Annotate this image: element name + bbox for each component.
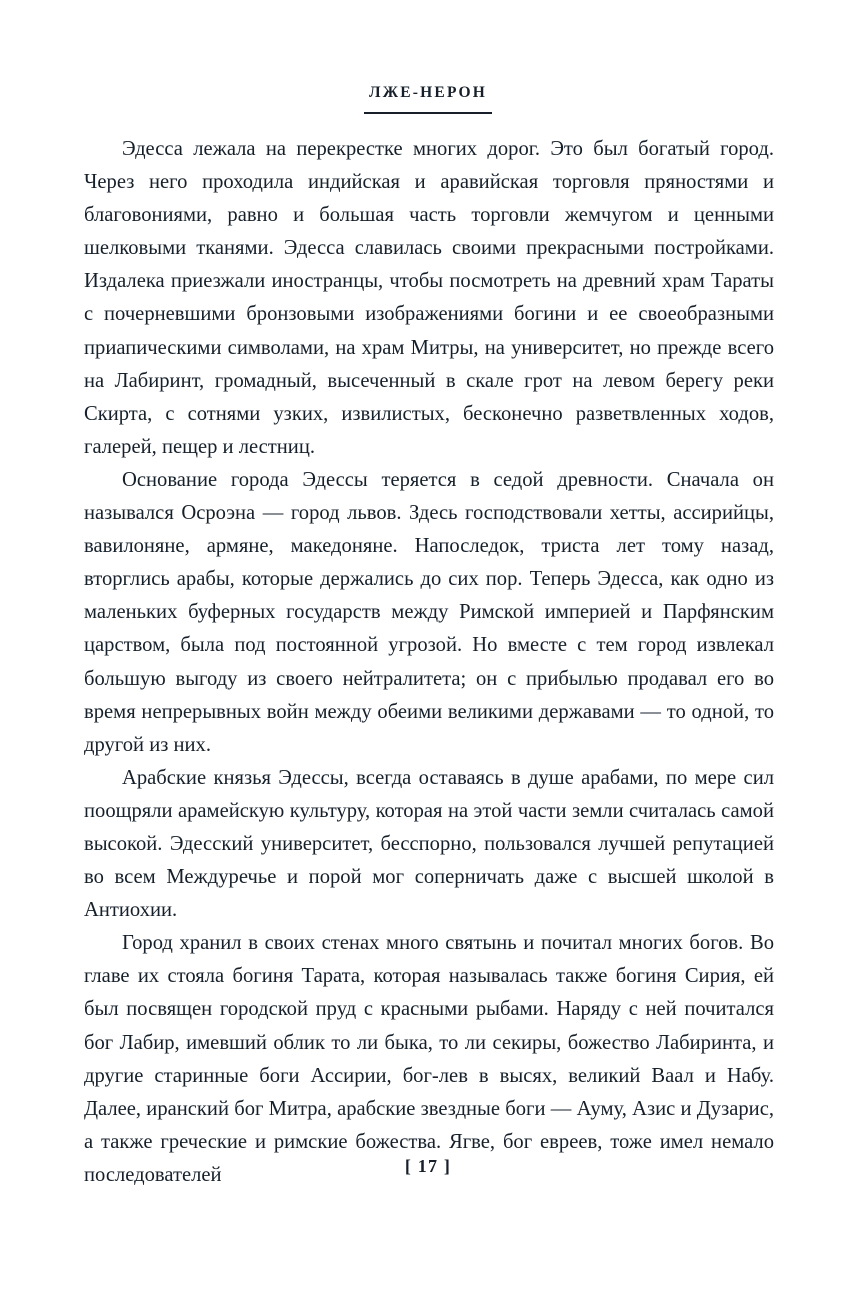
page-body xyxy=(84,133,774,1192)
running-head: ЛЖЕ-НЕРОН xyxy=(368,84,488,101)
paragraph: Эдесса лежала на перекрестке многих дорог. Это был богатый город. Через него проходила индийская и аравийская торговля пряностями и благовониями, равно и большая часть торговли жемчугом и ценными шелковыми тканями. Эдесса славилась своими прекрасными постройками. Издалека приезжали иностранцы, чтобы посмотреть на древний храм Тараты с почерневшими бронзовыми изображениями богини и ее своеобразными приапическими символами, на храм Митры, на университет, но прежде всего на Лабиринт, громадный, высеченный в скале грот на левом берегу реки Скирта, с сотнями узких, извилистых, бесконечно разветвленных ходов, галерей, пещер и лестниц. xyxy=(84,138,774,458)
paragraph: Основание города Эдессы теряется в седой древности. Сначала он назывался Осроэна — город львов. Здесь господствовали хетты, ассирийцы, вавилоняне, армяне, македоняне. Напоследок, триста лет тому назад, вторглись арабы, которые держались до сих пор. Теперь Эдесса, как одно из маленьких буферных государств между Римской империей и Парфянским царством, была под постоянной угрозой. Но вместе с тем город извлекал большую выгоду из своего нейтралитета; он с прибылью продавал его во время непрерывных войн между обеими великими державами — то одной, то другой из них. xyxy=(84,468,774,756)
paragraph: Город хранил в своих стенах много святынь и почитал многих богов. Во главе их стояла богиня Тарата, которая называлась также богиня Сирия, ей был посвящен городской пруд с красными рыбами. Наряду с ней почитался бог Лабир, имевший облик то ли быка, то ли секиры, божество Лабиринта, и другие старинные боги Ассирии, бог-лев в высях, великий Ваал и Набу. Далее, иранский бог Митра, арабские звездные боги — Ауму, Азис и Дузарис, а также греческие и римские божества. Ягве, бог евреев, тоже имел немало последователей xyxy=(84,932,774,1186)
page-number: [ 17 ] xyxy=(404,1156,452,1176)
paragraph: Арабские князья Эдессы, всегда оставаясь в душе арабами, по мере сил поощряли арамейскую культуру, которая на этой части земли считалась самой высокой. Эдесский университет, бесспорно, пользовался лучшей репутацией во всем Междуречье и порой мог соперничать даже с высшей школой в Антиохии. xyxy=(84,766,774,922)
header-divider xyxy=(364,112,492,114)
